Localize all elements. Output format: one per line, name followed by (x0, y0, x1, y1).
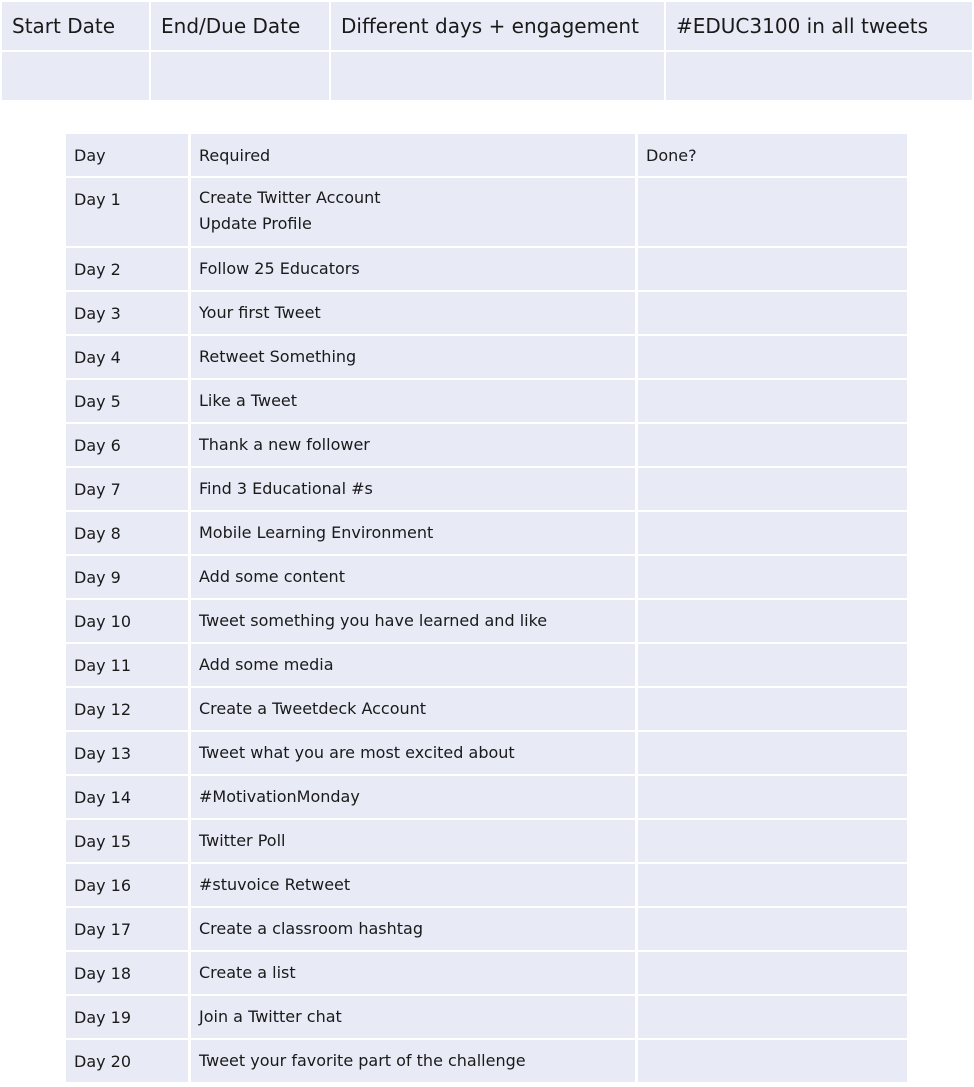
required-task-text: Add some content (199, 567, 345, 586)
required-cell (191, 952, 635, 994)
required-cell (191, 644, 635, 686)
required-task-lines (199, 344, 356, 370)
required-cell (191, 248, 635, 290)
day-cell: Day 4 (66, 336, 188, 378)
required-cell (191, 1040, 635, 1082)
required-cell (191, 688, 635, 730)
summary-header-start-date: Start Date (2, 2, 149, 50)
required-cell (191, 864, 635, 906)
done-cell[interactable] (638, 1040, 907, 1082)
done-cell[interactable] (638, 292, 907, 334)
required-cell (191, 292, 635, 334)
done-cell[interactable] (638, 908, 907, 950)
required-cell (191, 996, 635, 1038)
day-cell: Day 13 (66, 732, 188, 774)
required-task-text: Create a Tweetdeck Account (199, 699, 427, 718)
required-task-lines (199, 1048, 526, 1074)
done-cell[interactable] (638, 178, 907, 246)
day-cell: Day 5 (66, 380, 188, 422)
day-cell: Day 3 (66, 292, 188, 334)
column-header-done: Done? (638, 134, 907, 176)
required-cell (191, 556, 635, 598)
required-task-lines (199, 696, 426, 722)
required-task-lines (199, 828, 285, 854)
required-task-text: #stuvoice Retweet (199, 875, 351, 894)
day-cell: Day 20 (66, 1040, 188, 1082)
done-cell[interactable] (638, 424, 907, 466)
day-cell: Day 17 (66, 908, 188, 950)
required-task-lines (199, 608, 547, 634)
required-cell (191, 336, 635, 378)
required-task-text: Find 3 Educational #s (199, 479, 373, 498)
required-task-text: Retweet Something (199, 347, 357, 366)
required-task-text: Add some media (199, 655, 334, 674)
required-task-lines (199, 564, 345, 590)
summary-value-engagement[interactable] (331, 52, 664, 100)
required-task-text: Follow 25 Educators (199, 259, 360, 278)
required-task-lines (199, 652, 334, 678)
required-task-lines (199, 1004, 342, 1030)
day-cell: Day 6 (66, 424, 188, 466)
required-cell (191, 732, 635, 774)
required-task-lines (199, 388, 297, 414)
required-task-text: Tweet what you are most excited about (199, 743, 515, 762)
required-task-lines (199, 916, 423, 942)
required-task-lines (199, 960, 296, 986)
day-cell: Day 9 (66, 556, 188, 598)
done-cell[interactable] (638, 556, 907, 598)
done-cell[interactable] (638, 512, 907, 554)
day-cell: Day 10 (66, 600, 188, 642)
day-cell: Day 7 (66, 468, 188, 510)
required-task-lines (199, 872, 350, 898)
done-cell[interactable] (638, 248, 907, 290)
required-task-lines (199, 740, 515, 766)
column-header-day: Day (66, 134, 188, 176)
required-task-text: Join a Twitter chat (199, 1007, 342, 1026)
required-cell (191, 178, 635, 246)
required-task-text: Like a Tweet (199, 391, 298, 410)
summary-header-hashtag: #EDUC3100 in all tweets (666, 2, 972, 50)
done-cell[interactable] (638, 996, 907, 1038)
day-cell: Day 12 (66, 688, 188, 730)
required-task-text: Update Profile (199, 214, 312, 233)
done-cell[interactable] (638, 468, 907, 510)
done-cell[interactable] (638, 776, 907, 818)
required-cell (191, 468, 635, 510)
day-cell: Day 18 (66, 952, 188, 994)
challenge-checklist-table (66, 134, 907, 1082)
required-task-text: Create a list (199, 963, 296, 982)
required-task-lines (199, 520, 433, 546)
required-task-text: Tweet your favorite part of the challenge (199, 1051, 526, 1070)
done-cell[interactable] (638, 732, 907, 774)
done-cell[interactable] (638, 644, 907, 686)
day-cell: Day 14 (66, 776, 188, 818)
required-task-text: Create a classroom hashtag (199, 919, 423, 938)
required-task-lines (199, 476, 373, 502)
day-cell: Day 8 (66, 512, 188, 554)
column-header-required: Required (191, 134, 635, 176)
required-cell (191, 908, 635, 950)
required-task-text: Your first Tweet (199, 303, 321, 322)
required-cell (191, 424, 635, 466)
required-task-lines (199, 300, 321, 326)
required-task-text: Mobile Learning Environment (199, 523, 434, 542)
summary-header-end-date: End/Due Date (151, 2, 329, 50)
required-task-text: Thank a new follower (199, 435, 370, 454)
required-task-lines (199, 784, 360, 810)
required-cell (191, 820, 635, 862)
summary-value-hashtag[interactable] (666, 52, 972, 100)
day-cell: Day 1 (66, 178, 188, 246)
day-cell: Day 16 (66, 864, 188, 906)
required-cell (191, 600, 635, 642)
required-task-text: Create Twitter Account (199, 188, 381, 207)
done-cell[interactable] (638, 688, 907, 730)
done-cell[interactable] (638, 864, 907, 906)
summary-value-start-date[interactable] (2, 52, 149, 100)
required-task-lines (199, 432, 370, 458)
day-cell: Day 2 (66, 248, 188, 290)
required-task-text: Tweet something you have learned and like (199, 611, 548, 630)
done-cell[interactable] (638, 952, 907, 994)
required-task-text: #MotivationMonday (199, 787, 360, 806)
done-cell[interactable] (638, 336, 907, 378)
done-cell[interactable] (638, 820, 907, 862)
required-cell (191, 512, 635, 554)
done-cell[interactable] (638, 380, 907, 422)
day-cell: Day 19 (66, 996, 188, 1038)
day-cell: Day 11 (66, 644, 188, 686)
done-cell[interactable] (638, 600, 907, 642)
summary-value-end-date[interactable] (151, 52, 329, 100)
summary-header-engagement: Different days + engagement (331, 2, 664, 50)
summary-table (2, 2, 972, 100)
required-cell (191, 776, 635, 818)
required-task-lines (199, 185, 381, 237)
required-cell (191, 380, 635, 422)
day-cell: Day 15 (66, 820, 188, 862)
required-task-lines (199, 256, 360, 282)
required-task-text: Twitter Poll (199, 831, 286, 850)
